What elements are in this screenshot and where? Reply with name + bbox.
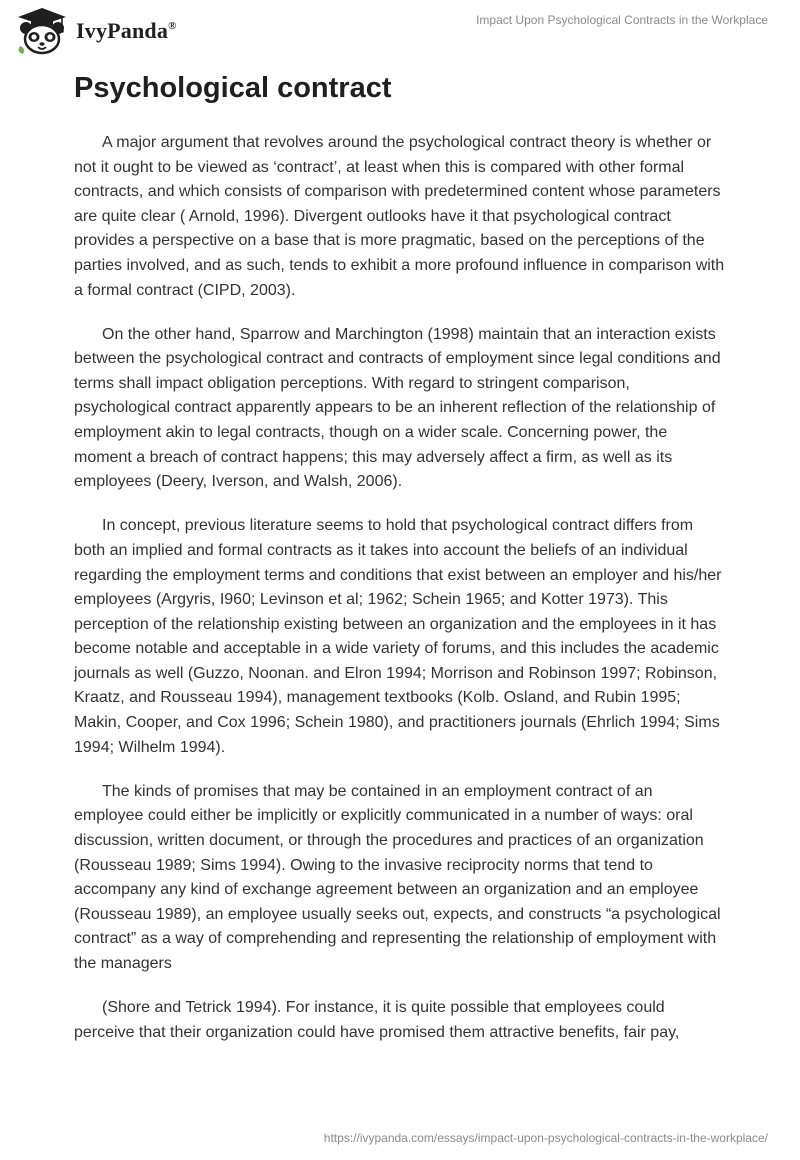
paragraph: In concept, previous literature seems to hold that psychological contract differs from both an implied and formal contracts as it takes into account the beliefs of an individual regarding the employment terms and conditions that exist between an employer and his/her employees (Argyris, I960; Levinson et al; 1962; Schein 1965; and Kotter 1973). This perception of the relationship existing between an organization and the employees in it has become notable and acceptable in a wide variety of forums, and this includes the academic journals as well (Guzzo, Noonan. and Elron 1994; Morrison and Robinson 1997; Robinson, Kraatz, and Rousseau 1994), management textbooks (Kolb. Osland, and Rubin 1995; Makin, Cooper, and Cox 1996; Schein 1980), and practitioners journals (Ehrlich 1994; Sims 1994; Wilhelm 1994). [74, 517, 722, 756]
paragraph: The kinds of promises that may be contained in an employment contract of an employee could either be implicitly or explicitly communicated in a number of ways: oral discussion, written document, or through the procedures and practices of an organization (Rousseau 1989; Sims 1994). Owing to the invasive reciprocity norms that tend to accompany any kind of exchange agreement between an organization and an employee (Rousseau 1989), an employee usually seeks out, expects, and constructs “a psychological contract” as a way of comprehending and representing the relationship of employment with the managers [74, 782, 721, 972]
registered-mark: ® [168, 20, 177, 32]
document-title: Impact Upon Psychological Contracts in the Workplace [476, 13, 768, 27]
brand-name: IvyPanda® [76, 18, 177, 43]
source-url-link[interactable]: https://ivypanda.com/essays/impact-upon-psychological-contracts-in-the-workplace/ [323, 1131, 768, 1145]
paragraph: A major argument that revolves around the psychological contract theory is whether or not it ought to be viewed as ‘contract’, at least when this is compared with other formal contracts, and which consists of comparison with predetermined content whose parameters are quite clear ( Arnold, 1996). Divergent outlooks have it that psychological contract provides a perspective on a base that is more pragmatic, based on the perceptions of the parties involved, and as such, tends to exhibit a more profound influence in comparison with a formal contract (CIPD, 2003). [74, 134, 725, 299]
ivypanda-logo[interactable] [14, 6, 177, 56]
panda-icon [14, 6, 70, 56]
section-heading: Psychological contract [74, 72, 392, 104]
paragraph: (Shore and Tetrick 1994). For instance, it is quite possible that employees could perceive that their organization could have promised them attractive benefits, fair pay, [74, 999, 680, 1041]
page-header [0, 0, 800, 62]
essay-body [74, 131, 726, 1065]
paragraph: On the other hand, Sparrow and Marchington (1998) maintain that an interaction exists between the psychological contract and contracts of employment since legal conditions and terms shall impact obligation perceptions. With regard to stringent comparison, psychological contract apparently appears to be an inherent reflection of the relationship of employment akin to legal contracts, though on a wider scale. Concerning power, the moment a breach of contract happens; this may adversely affect a firm, as well as its employees (Deery, Iverson, and Walsh, 2006). [74, 325, 721, 491]
